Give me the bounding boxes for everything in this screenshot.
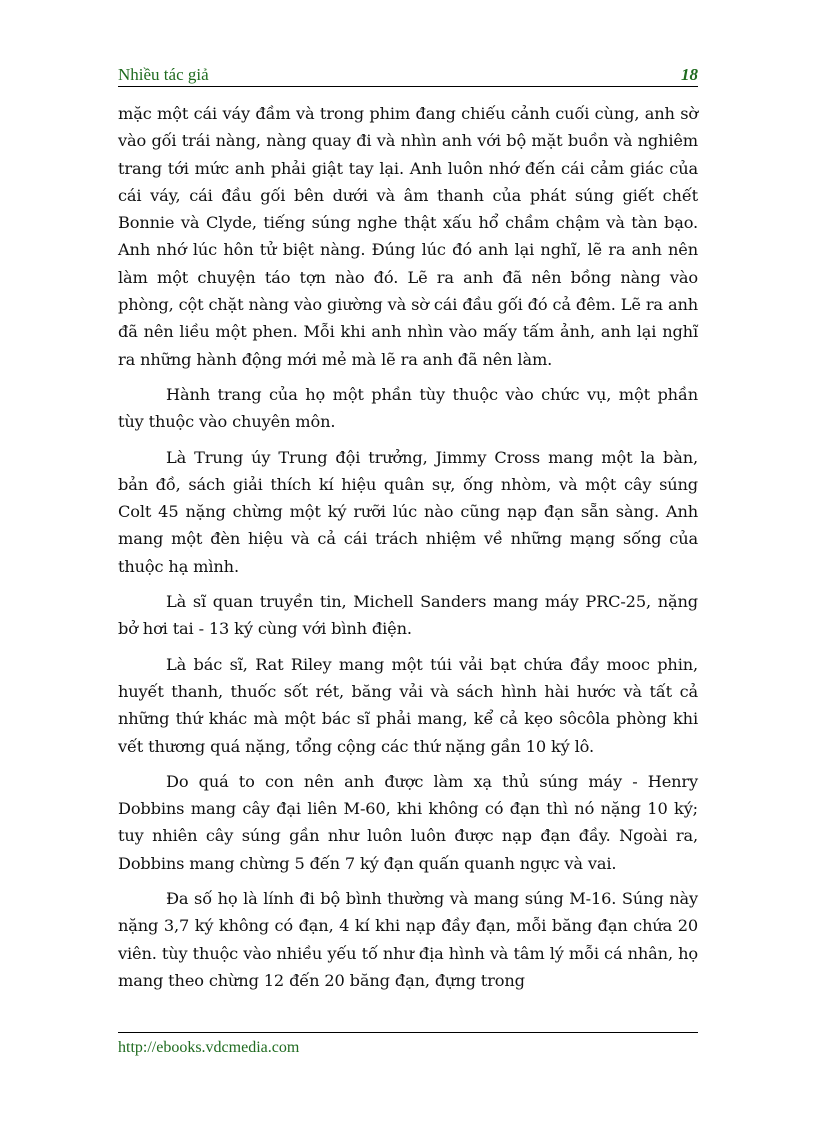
paragraph: Do quá to con nên anh được làm xạ thủ súng máy - Henry Dobbins mang cây đại liên M-60, khi không có đạn thì nó nặng 10 ký; tuy nhiên cây súng gần như luôn luôn được nạp đạn đầy. Ngoài ra, Dobbins mang chừng 5 đến 7 ký đạn quấn quanh ngực và vai. bbox=[118, 771, 698, 873]
paragraph-continuation: mặc một cái váy đầm và trong phim đang chiếu cảnh cuối cùng, anh sờ vào gối trái nàng, nàng quay đi và nhìn anh với bộ mặt buồn và nghiêm trang tới mức anh phải giật tay lại. Anh luôn nhớ đến cái cảm giác của cái váy, cái đầu gối bên dưới và âm thanh của phát súng giết chết Bonnie và Clyde, tiếng súng nghe thật xấu hổ chầm chậm và tàn bạo. Anh nhớ lúc hôn tử biệt nàng. Đúng lúc đó anh lại nghĩ, lẽ ra anh nên làm một chuyện táo tợn nào đó. Lẽ ra anh đã nên bồng nàng vào phòng, cột chặt nàng vào giường và sờ cái đầu gối đó cả đêm. Lẽ ra anh đã nên liều một phen. Mỗi khi anh nhìn vào mấy tấm ảnh, anh lại nghĩ ra những hành động mới mẻ mà lẽ ra anh đã nên làm. bbox=[118, 104, 698, 369]
paragraph: Hành trang của họ một phần tùy thuộc vào chức vụ, một phần tùy thuộc vào chuyên môn. bbox=[118, 384, 698, 432]
paragraph: Là sĩ quan truyền tin, Michell Sanders mang máy PRC-25, nặng bở hơi tai - 13 ký cùng với bình điện. bbox=[118, 592, 698, 639]
paragraph: Đa số họ là lính đi bộ bình thường và mang súng M-16. Súng này nặng 3,7 ký không có đạn, 4 kí khi nạp đầy đạn, mỗi băng đạn chứa 20 viên. tùy thuộc vào nhiều yếu tố như địa hình và tâm lý mỗi cá nhân, họ mang theo chừng 12 đến 20 băng đạn, đựng trong bbox=[118, 889, 698, 990]
page-number: 18 bbox=[681, 65, 698, 84]
paragraph: Là Trung úy Trung đội trưởng, Jimmy Cross mang một la bàn, bản đồ, sách giải thích kí hiệu quân sự, ống nhòm, và một cây súng Colt 45 nặng chừng một ký rưỡi lúc nào cũng nạp đạn sẵn sàng. Anh mang một đèn hiệu và cả cái trách nhiệm về những mạng sống của thuộc hạ mình. bbox=[118, 447, 698, 576]
page-header bbox=[118, 62, 698, 87]
paragraph: Là bác sĩ, Rat Riley mang một túi vải bạt chứa đầy mooc phin, huyết thanh, thuốc sốt rét, băng vải và sách hình hài hước và tất cả những thứ khác mà một bác sĩ phải mang, kể cả kẹo sôcôla phòng khi vết thương quá nặng, tổng cộng các thứ nặng gần 10 ký lô. bbox=[118, 654, 698, 756]
book-author-title: Nhiều tác giả bbox=[118, 65, 209, 84]
page-body bbox=[118, 100, 698, 1002]
footer-url[interactable]: http://ebooks.vdcmedia.com bbox=[118, 1039, 300, 1056]
page-footer bbox=[118, 1032, 698, 1057]
